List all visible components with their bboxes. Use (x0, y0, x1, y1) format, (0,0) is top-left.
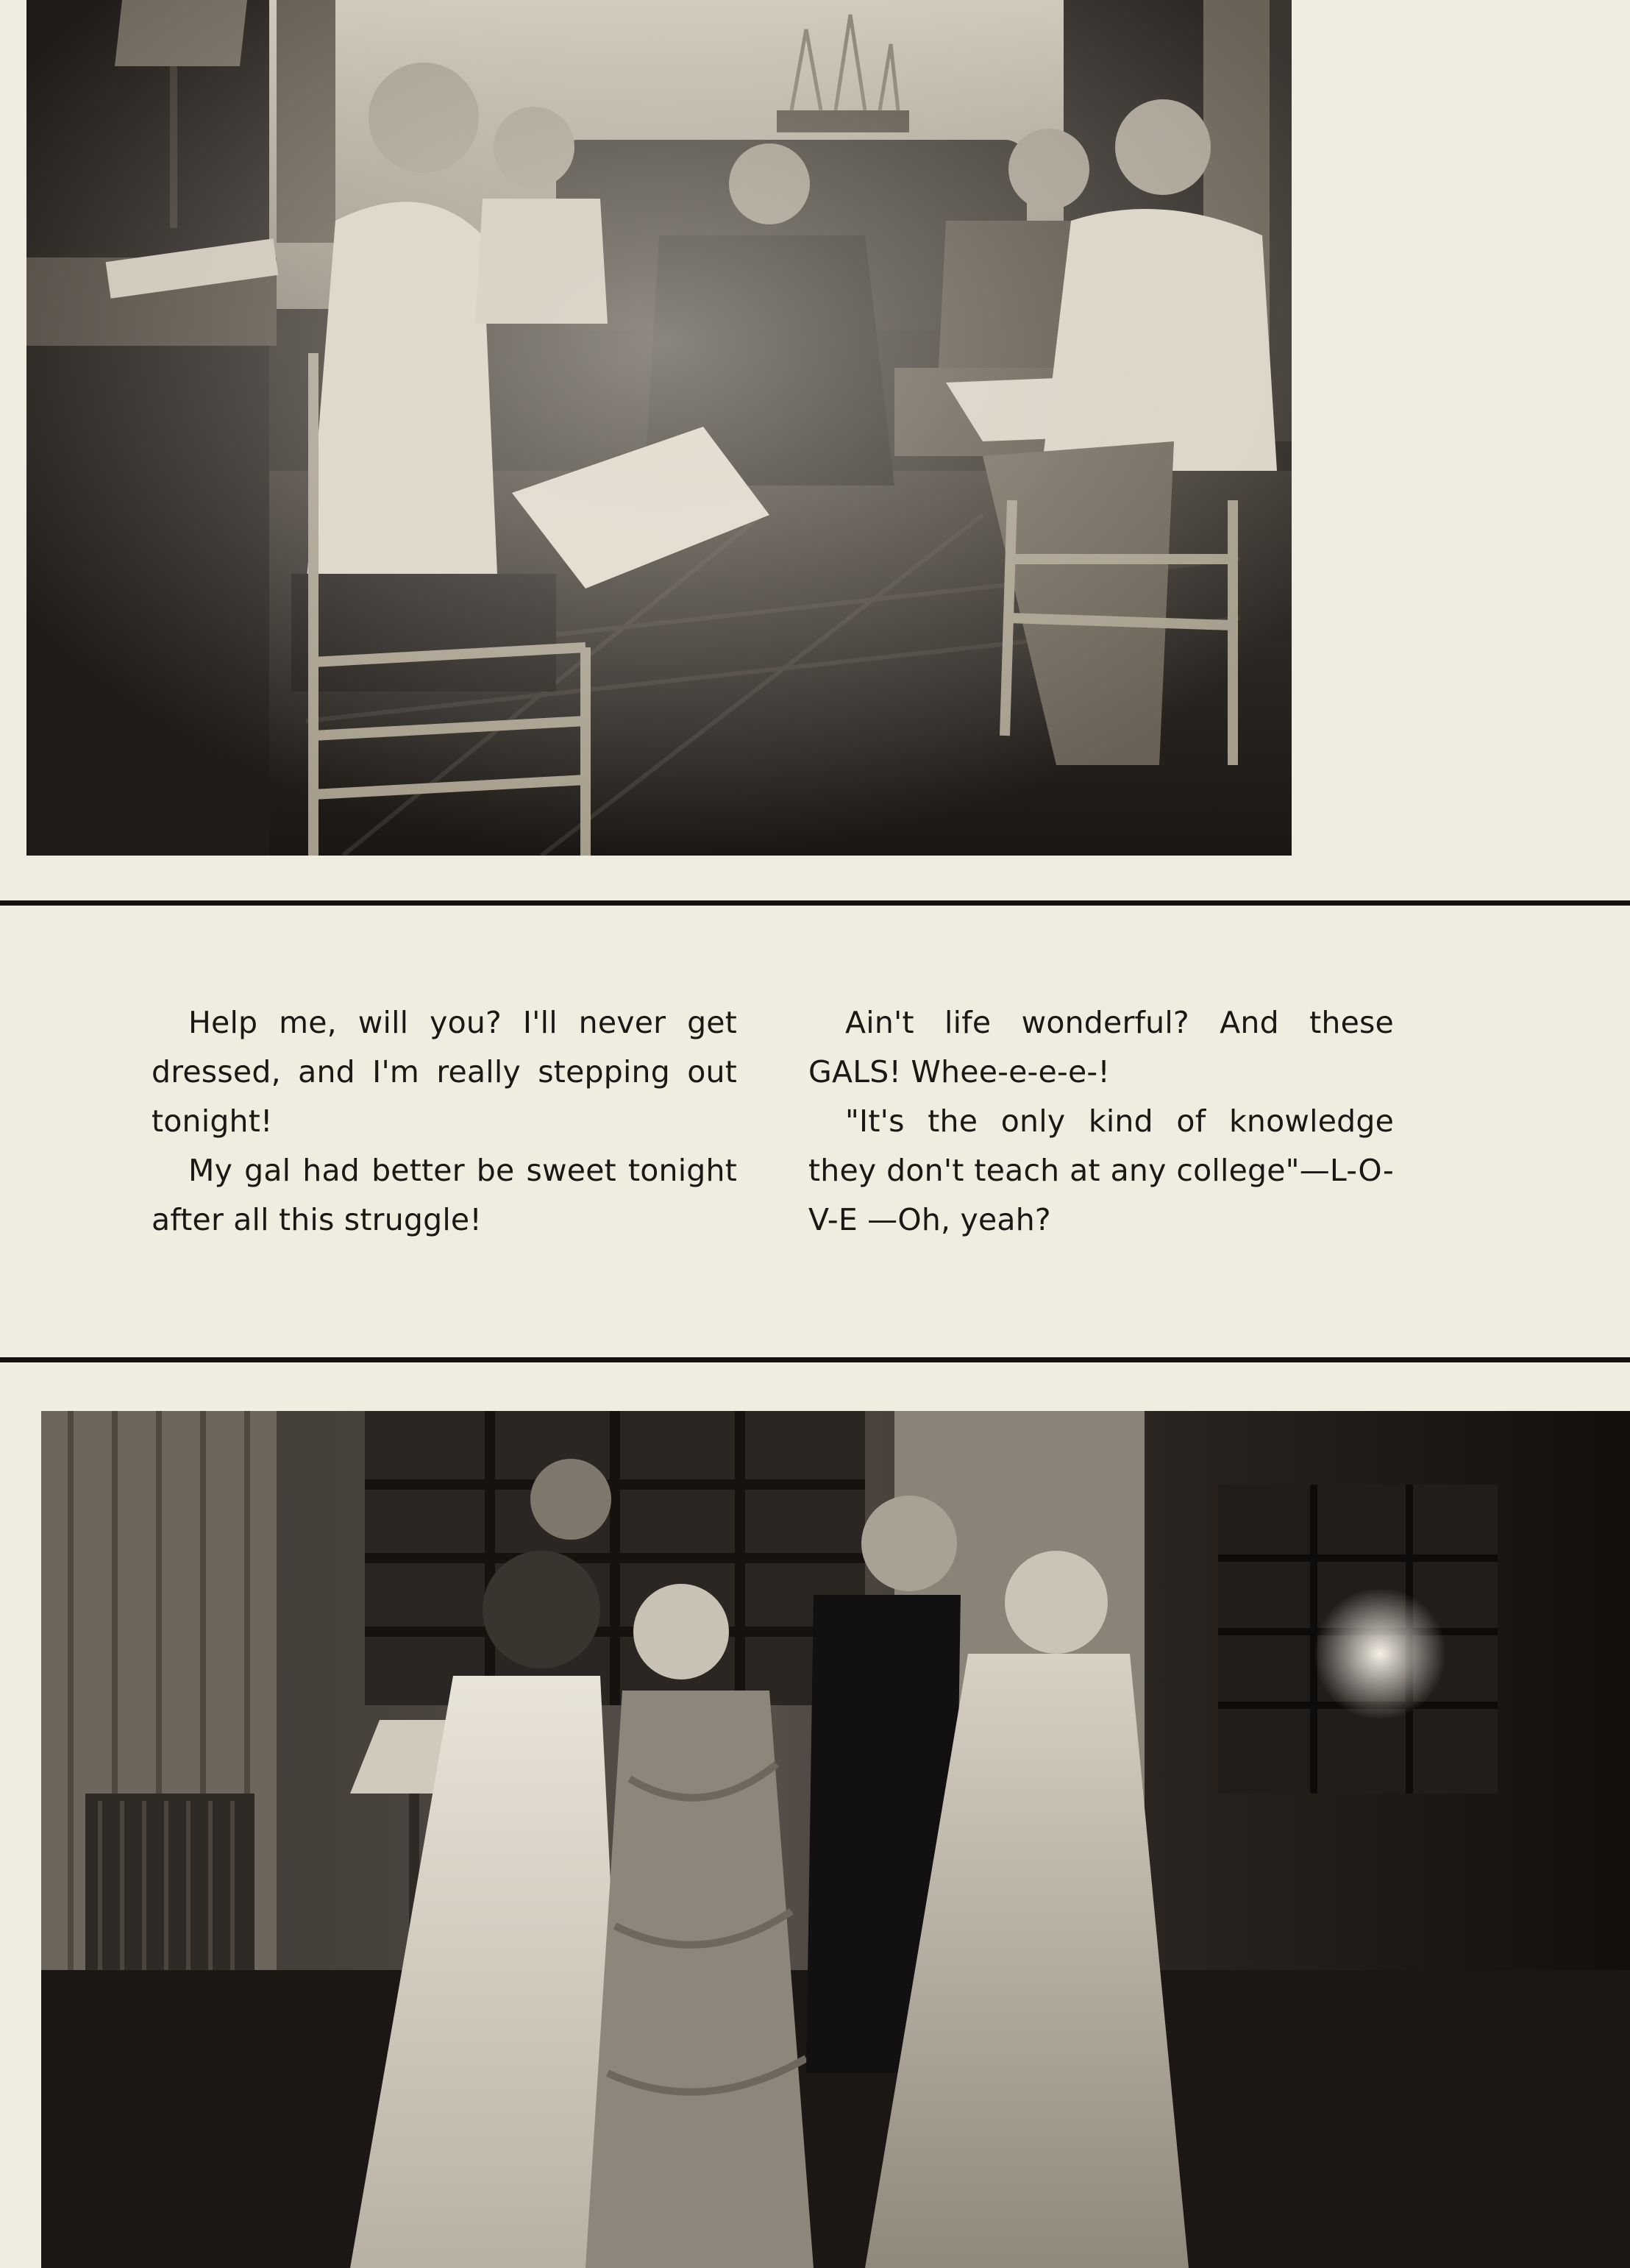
divider-rule-bottom (0, 1357, 1630, 1362)
caption-left-paragraph-1: Help me, will you? I'll never get dressed, and I'm really stepping out tonight! (152, 1005, 737, 1139)
figure-man-background (530, 1459, 611, 1540)
caption-right-paragraph-2: "It's the only kind of knowledge they don't teach at any college"—L-O-V-E —Oh, yeah? (808, 1103, 1394, 1237)
photo-men-dorm-room (26, 0, 1292, 856)
photo-formal-dance-image (41, 1411, 1630, 2268)
caption-left-column (152, 998, 737, 1245)
divider-rule-top (0, 900, 1630, 906)
caption-right-column (808, 998, 1394, 1245)
photo-formal-dance (41, 1411, 1630, 2268)
photo-men-dorm-room-image (26, 0, 1292, 856)
caption-left-paragraph-2: My gal had better be sweet tonight after all this struggle! (152, 1153, 737, 1237)
caption-right-paragraph-1: Ain't life wonderful? And these GALS! Whee-e-e-e-! (808, 1005, 1394, 1089)
